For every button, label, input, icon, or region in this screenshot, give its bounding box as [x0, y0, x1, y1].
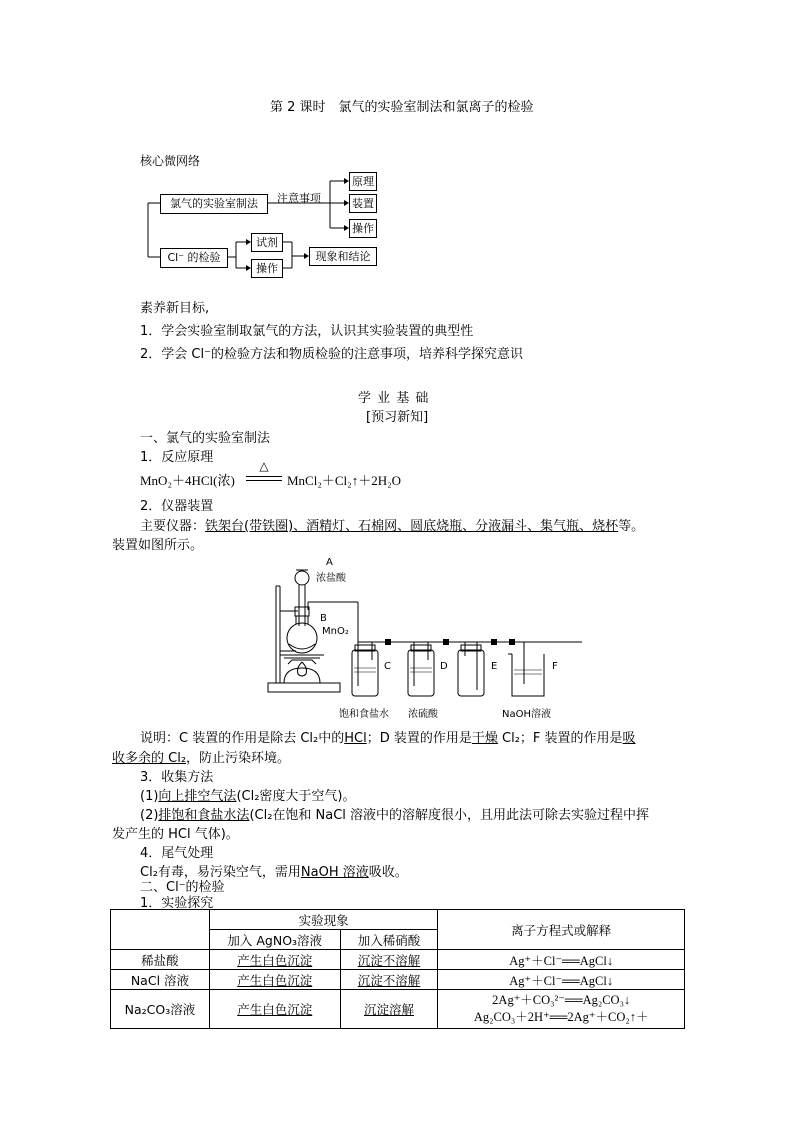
part2-s1: 1．实验探究	[140, 896, 214, 911]
collect-method-2	[140, 804, 649, 823]
row-hno3	[340, 990, 438, 1029]
explain-text-1: 说明：C 装置的作用是除去 Cl₂中的	[140, 731, 345, 746]
explain-text-4: ，防止污染环境。	[186, 751, 291, 766]
explain-text-3: Cl₂；F 装置的作用是	[497, 731, 623, 746]
row-name: NaCl 溶液	[111, 970, 210, 990]
goal-2: 2．学会 Cl⁻的检验方法和物质检验的注意事项，培养科学探究意识	[140, 347, 523, 362]
instruments-list: 铁架台(带铁圈)、酒精灯、石棉网、圆底烧瓶、分液漏斗、集气瓶、烧杯	[205, 519, 619, 534]
explain-answer-absorb-a: 吸	[622, 731, 636, 746]
m1-answer: 向上排空气法	[158, 789, 237, 804]
figure-note: 装置如图所示。	[112, 538, 204, 553]
explain-text-2: ；D 装置的作用是	[366, 731, 472, 746]
row-equation-1: 2Ag⁺＋CO₃²⁻══Ag₂CO₃↓	[492, 993, 631, 1007]
label-brine: 饱和食盐水	[339, 709, 389, 720]
row-hno3-answer: 沉淀不溶解	[357, 972, 421, 988]
label-E: E	[491, 661, 498, 672]
table-corner	[111, 910, 210, 950]
node-apparatus: 装置	[349, 194, 377, 213]
part1-heading: 一、氯气的实验室制法	[140, 431, 271, 446]
tail-answer: NaOH 溶液	[300, 865, 369, 880]
row-hno3	[340, 950, 438, 970]
label-h2so4: 浓硫酸	[408, 709, 438, 720]
label-D: D	[440, 661, 448, 672]
label-F: F	[552, 661, 558, 672]
label-naoh: NaOH溶液	[502, 709, 551, 720]
label-B: B	[320, 613, 327, 624]
part1-s2: 2．仪器装置	[140, 499, 214, 514]
header-phenomenon: 实验现象	[209, 910, 438, 930]
part1-s1: 1．反应原理	[140, 450, 214, 465]
row-equation: Ag⁺＋Cl⁻══AgCl↓	[438, 970, 685, 990]
eq-line-bottom	[246, 480, 282, 481]
instruments-end: 等。	[618, 519, 645, 534]
row-hno3	[340, 970, 438, 990]
node-lab-prep: 氯气的实验室制法	[160, 194, 268, 214]
table-row	[111, 970, 685, 990]
equation-right: MnCl₂＋Cl₂↑＋2H₂O	[287, 473, 401, 488]
heat-symbol: △	[259, 459, 269, 473]
table-row	[111, 950, 685, 970]
m1-note: (Cl₂密度大于空气)。	[236, 789, 356, 804]
section-subtitle: [预习新知]	[366, 410, 429, 425]
header-agno3: 加入 AgNO₃溶液	[209, 930, 340, 950]
network-heading: 核心微网络	[140, 154, 201, 168]
label-acid: 浓盐酸	[316, 573, 346, 584]
node-phenomenon: 现象和结论	[309, 247, 377, 266]
apparatus-figure	[262, 556, 582, 721]
node-principle: 原理	[349, 172, 377, 191]
m2-note: (Cl₂在饱和 NaCl 溶液中的溶解度很小，且用此法可除去实验过程中挥	[249, 808, 650, 823]
instruments-label: 主要仪器：	[140, 519, 206, 534]
instruments-line	[140, 515, 644, 534]
row-agno3-answer: 产生白色沉淀	[237, 1002, 313, 1017]
tail-gas-heading: 4．尾气处理	[140, 846, 214, 861]
row-agno3	[209, 990, 340, 1029]
part2-heading: 二、Cl⁻的检验	[140, 880, 225, 895]
row-name: 稀盐酸	[111, 950, 210, 970]
node-operation2: 操作	[251, 259, 283, 278]
tail-text-2: 吸收。	[368, 865, 408, 880]
experiment-table	[110, 909, 685, 1029]
goal-1: 1．学会实验室制取氯气的方法，认识其实验装置的典型性	[140, 324, 474, 339]
row-hno3-answer: 沉淀溶解	[363, 1002, 414, 1017]
row-agno3	[209, 950, 340, 970]
m1-num: (1)	[140, 789, 159, 804]
m2-answer: 排饱和食盐水法	[158, 808, 250, 823]
row-equation	[438, 990, 685, 1029]
explain-answer-absorb-b: 收多余的 Cl₂	[112, 751, 187, 766]
equation-left: MnO₂＋4HCl(浓)	[140, 473, 235, 488]
row-agno3-answer: 产生白色沉淀	[237, 972, 313, 988]
explain-line1	[140, 727, 636, 746]
row-name: Na₂CO₃溶液	[111, 990, 210, 1029]
label-A: A	[326, 557, 333, 568]
explain-answer-hcl: HCl	[344, 731, 367, 746]
explain-answer-dry: 干燥	[471, 731, 498, 746]
header-ion-eq: 离子方程式或解释	[438, 910, 685, 950]
collect-heading: 3．收集方法	[140, 770, 214, 785]
section-title: 学 业 基 础	[358, 391, 430, 406]
row-hno3-answer: 沉淀不溶解	[357, 952, 421, 968]
m2-num: (2)	[140, 808, 159, 823]
collect-method-2-cont: 发产生的 HCl 气体)。	[112, 827, 239, 842]
explain-line2	[112, 747, 290, 766]
row-agno3-answer: 产生白色沉淀	[237, 952, 313, 968]
label-mno2: MnO₂	[322, 626, 349, 637]
label-C: C	[384, 661, 391, 672]
table-row	[111, 990, 685, 1029]
row-equation: Ag⁺＋Cl⁻══AgCl↓	[438, 950, 685, 970]
header-hno3: 加入稀硝酸	[340, 930, 438, 950]
goals-heading: 素养新目标,	[140, 301, 210, 316]
row-agno3	[209, 970, 340, 990]
node-reagent: 试剂	[251, 233, 283, 252]
tail-text-1: Cl₂有毒，易污染空气，需用	[140, 865, 301, 880]
node-operation: 操作	[349, 219, 377, 238]
edge-label: 注意事项	[277, 192, 321, 205]
collect-method-1	[140, 785, 355, 804]
node-cl-test: Cl⁻ 的检验	[160, 248, 228, 268]
page-title: 第 2 课时 氯气的实验室制法和氯离子的检验	[270, 100, 534, 115]
eq-line-top	[246, 476, 282, 477]
row-equation-2: Ag₂CO₃＋2H⁺══2Ag⁺＋CO₂↑＋	[473, 1010, 649, 1024]
